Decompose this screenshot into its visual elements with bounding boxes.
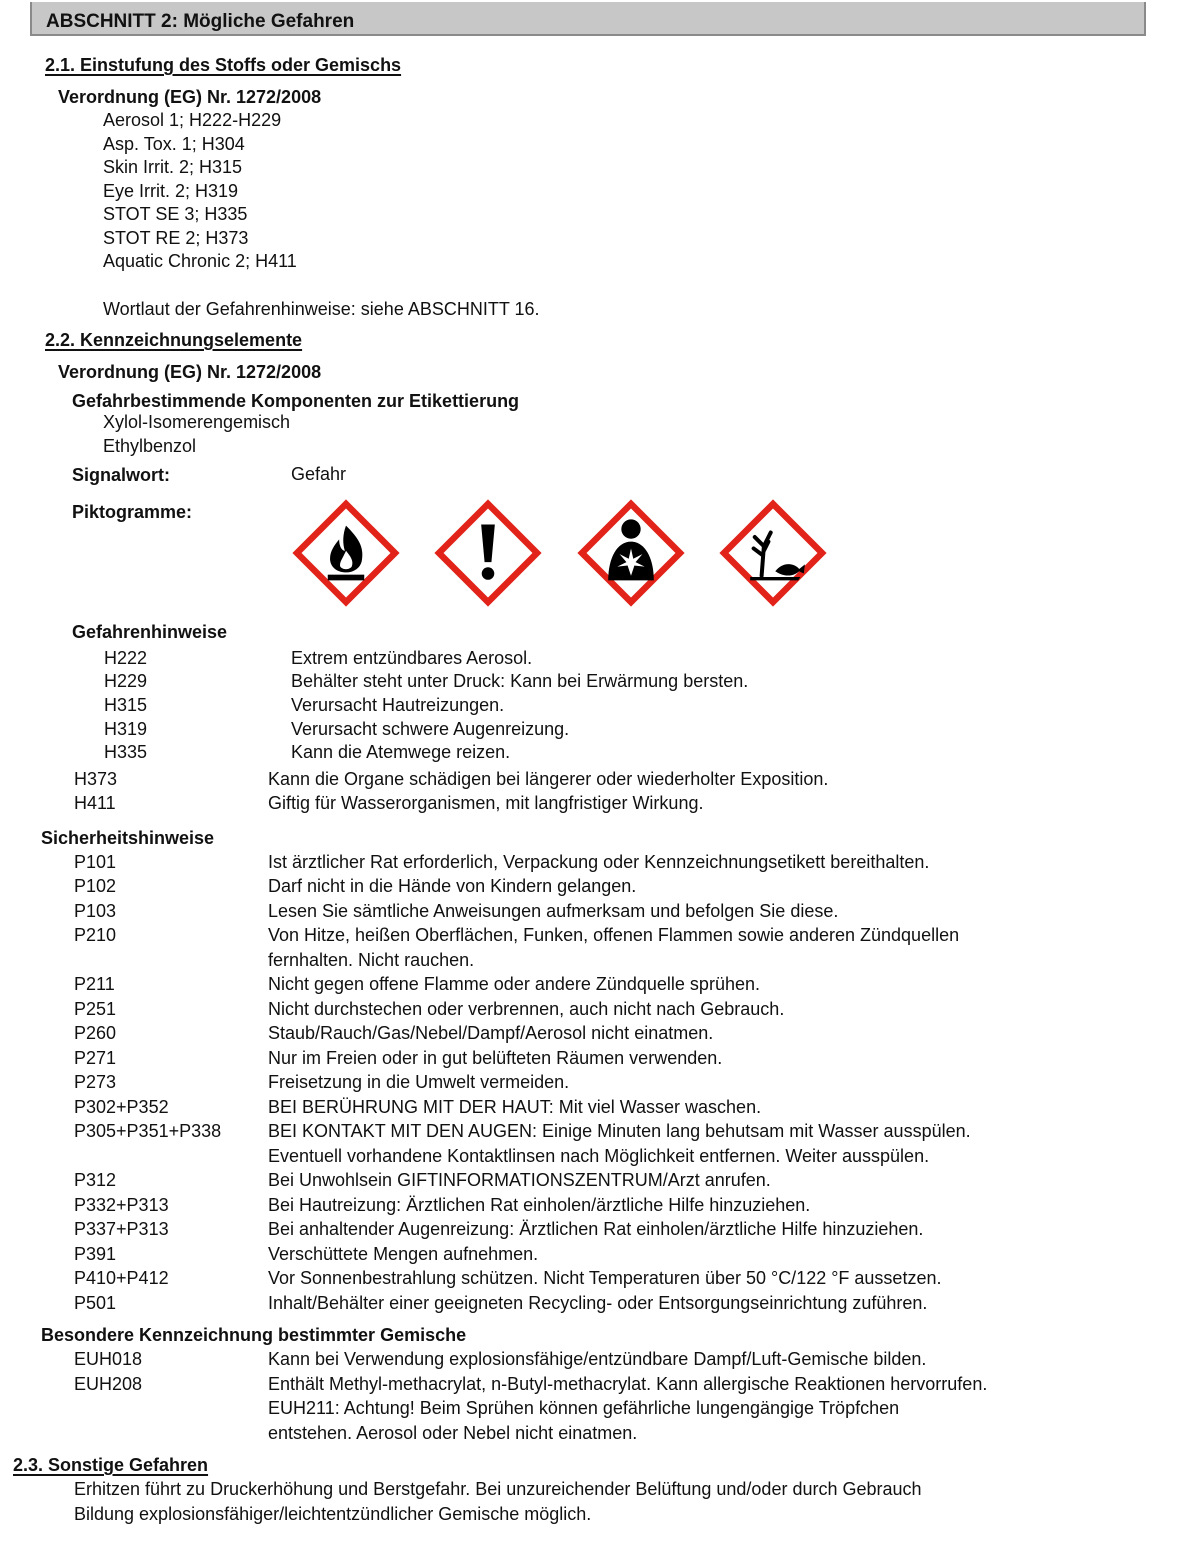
precaution-code: P302+P352 bbox=[74, 1097, 169, 1117]
precaution-code: P103 bbox=[74, 901, 117, 921]
regulation-2-1: Verordnung (EG) Nr. 1272/2008 bbox=[58, 87, 322, 107]
special-labelling-label: Besondere Kennzeichnung bestimmter Gemische bbox=[41, 1325, 467, 1345]
heading-2-3: 2.3. Sonstige Gefahren bbox=[13, 1455, 209, 1475]
precaution-text: BEI KONTAKT MIT DEN AUGEN: Einige Minuten lang behutsam mit Wasser ausspülen. bbox=[268, 1121, 971, 1141]
precautionary-statements-label: Sicherheitshinweise bbox=[41, 828, 215, 848]
euh-text: Enthält Methyl-methacrylat, n-Butyl-methacrylat. Kann allergische Reaktionen hervorrufen. bbox=[268, 1374, 988, 1394]
flame-icon bbox=[289, 496, 403, 610]
precaution-text: Nicht durchstechen oder verbrennen, auch nicht nach Gebrauch. bbox=[268, 999, 785, 1019]
hazard-code: H222 bbox=[104, 648, 148, 668]
component-item: Xylol-Isomerengemisch bbox=[103, 412, 291, 432]
other-hazards-text: Bildung explosionsfähiger/leichtentzündlicher Gemische möglich. bbox=[74, 1504, 592, 1524]
hazard-text: Extrem entzündbares Aerosol. bbox=[291, 648, 533, 668]
hazard-text: Verursacht Hautreizungen. bbox=[291, 695, 505, 715]
precaution-text: Nur im Freien oder in gut belüfteten Räumen verwenden. bbox=[268, 1048, 723, 1068]
precaution-code: P501 bbox=[74, 1293, 117, 1313]
precaution-text: Bei Hautreizung: Ärztlichen Rat einholen/ärztliche Hilfe hinzuziehen. bbox=[268, 1195, 811, 1215]
heading-2-2: 2.2. Kennzeichnungselemente bbox=[45, 330, 303, 350]
hazard-statements-label: Gefahrenhinweise bbox=[72, 622, 228, 642]
precaution-code: P305+P351+P338 bbox=[74, 1121, 222, 1141]
precaution-text-continued: fernhalten. Nicht rauchen. bbox=[268, 950, 475, 970]
component-item: Ethylbenzol bbox=[103, 436, 197, 456]
precaution-code: P312 bbox=[74, 1170, 117, 1190]
euh-code: EUH018 bbox=[74, 1349, 143, 1369]
classification-item: Aquatic Chronic 2; H411 bbox=[103, 251, 297, 271]
euh-text-continued: entstehen. Aerosol oder Nebel nicht einatmen. bbox=[268, 1423, 638, 1443]
euh-code: EUH208 bbox=[74, 1374, 143, 1394]
precaution-text: Vor Sonnenbestrahlung schützen. Nicht Temperaturen über 50 °C/122 °F aussetzen. bbox=[268, 1268, 942, 1288]
classification-item: Eye Irrit. 2; H319 bbox=[103, 181, 239, 201]
precaution-text: Inhalt/Behälter einer geeigneten Recycling- oder Entsorgungseinrichtung zuführen. bbox=[268, 1293, 928, 1313]
other-hazards-text: Erhitzen führt zu Druckerhöhung und Berstgefahr. Bei unzureichender Belüftung und/oder durch Gebrauch bbox=[74, 1479, 922, 1499]
section-header bbox=[30, 2, 1146, 36]
classification-item: STOT SE 3; H335 bbox=[103, 204, 248, 224]
precaution-code: P273 bbox=[74, 1072, 117, 1092]
precaution-text-continued: Eventuell vorhandene Kontaktlinsen nach Möglichkeit entfernen. Weiter ausspülen. bbox=[268, 1146, 930, 1166]
precaution-code: P210 bbox=[74, 925, 117, 945]
precaution-text: Ist ärztlicher Rat erforderlich, Verpackung oder Kennzeichnungsetikett bereithalten. bbox=[268, 852, 930, 872]
signal-word-label: Signalwort: bbox=[72, 465, 170, 485]
precaution-text: Von Hitze, heißen Oberflächen, Funken, offenen Flammen sowie anderen Zündquellen bbox=[268, 925, 960, 945]
precaution-text: Bei anhaltender Augenreizung: Ärztlichen Rat einholen/ärztliche Hilfe hinzuziehen. bbox=[268, 1219, 924, 1239]
classification-item: Asp. Tox. 1; H304 bbox=[103, 134, 245, 154]
hazard-code: H319 bbox=[104, 719, 148, 739]
precaution-code: P332+P313 bbox=[74, 1195, 169, 1215]
precaution-text: Bei Unwohlsein GIFTINFORMATIONSZENTRUM/Arzt anrufen. bbox=[268, 1170, 771, 1190]
precaution-code: P337+P313 bbox=[74, 1219, 169, 1239]
precaution-text: Darf nicht in die Hände von Kindern gelangen. bbox=[268, 876, 637, 896]
hazard-code: H229 bbox=[104, 671, 148, 691]
hazard-code: H315 bbox=[104, 695, 148, 715]
signal-word-value: Gefahr bbox=[291, 464, 347, 484]
precaution-text: Lesen Sie sämtliche Anweisungen aufmerksam und befolgen Sie diese. bbox=[268, 901, 839, 921]
heading-2-1: 2.1. Einstufung des Stoffs oder Gemischs bbox=[45, 55, 402, 75]
precaution-code: P260 bbox=[74, 1023, 117, 1043]
section-title: ABSCHNITT 2: Mögliche Gefahren bbox=[46, 11, 355, 32]
pictograms-label: Piktogramme: bbox=[72, 502, 193, 522]
precaution-text: Verschüttete Mengen aufnehmen. bbox=[268, 1244, 539, 1264]
hazard-code: H411 bbox=[74, 793, 116, 813]
hazard-text: Giftig für Wasserorganismen, mit langfristiger Wirkung. bbox=[268, 793, 704, 813]
environment-icon bbox=[716, 496, 830, 610]
precaution-code: P391 bbox=[74, 1244, 117, 1264]
exclamation-mark-icon bbox=[431, 496, 545, 610]
precaution-code: P101 bbox=[74, 852, 117, 872]
hazard-code: H373 bbox=[74, 769, 118, 789]
hazard-text: Kann die Organe schädigen bei längerer oder wiederholter Exposition. bbox=[268, 769, 829, 789]
wording-note: Wortlaut der Gefahrenhinweise: siehe ABSCHNITT 16. bbox=[103, 299, 540, 319]
precaution-code: P271 bbox=[74, 1048, 117, 1068]
precaution-code: P102 bbox=[74, 876, 117, 896]
precaution-code: P410+P412 bbox=[74, 1268, 169, 1288]
components-label: Gefahrbestimmende Komponenten zur Etikettierung bbox=[72, 391, 520, 411]
classification-item: Skin Irrit. 2; H315 bbox=[103, 157, 243, 177]
euh-text: Kann bei Verwendung explosionsfähige/entzündbare Dampf/Luft-Gemische bilden. bbox=[268, 1349, 927, 1369]
hazard-text: Verursacht schwere Augenreizung. bbox=[291, 719, 570, 739]
precaution-text: Freisetzung in die Umwelt vermeiden. bbox=[268, 1072, 570, 1092]
classification-item: Aerosol 1; H222-H229 bbox=[103, 110, 282, 130]
precaution-text: Nicht gegen offene Flamme oder andere Zündquelle sprühen. bbox=[268, 974, 760, 994]
hazard-code: H335 bbox=[104, 742, 148, 762]
euh-text-continued: EUH211: Achtung! Beim Sprühen können gefährliche lungengängige Tröpfchen bbox=[268, 1398, 900, 1418]
precaution-code: P251 bbox=[74, 999, 117, 1019]
precaution-code: P211 bbox=[74, 974, 115, 994]
classification-item: STOT RE 2; H373 bbox=[103, 228, 249, 248]
hazard-text: Behälter steht unter Druck: Kann bei Erwärmung bersten. bbox=[291, 671, 749, 691]
precaution-text: BEI BERÜHRUNG MIT DER HAUT: Mit viel Wasser waschen. bbox=[268, 1097, 762, 1117]
precaution-text: Staub/Rauch/Gas/Nebel/Dampf/Aerosol nicht einatmen. bbox=[268, 1023, 714, 1043]
hazard-text: Kann die Atemwege reizen. bbox=[291, 742, 511, 762]
health-hazard-icon bbox=[574, 496, 688, 610]
regulation-2-2: Verordnung (EG) Nr. 1272/2008 bbox=[58, 362, 322, 382]
